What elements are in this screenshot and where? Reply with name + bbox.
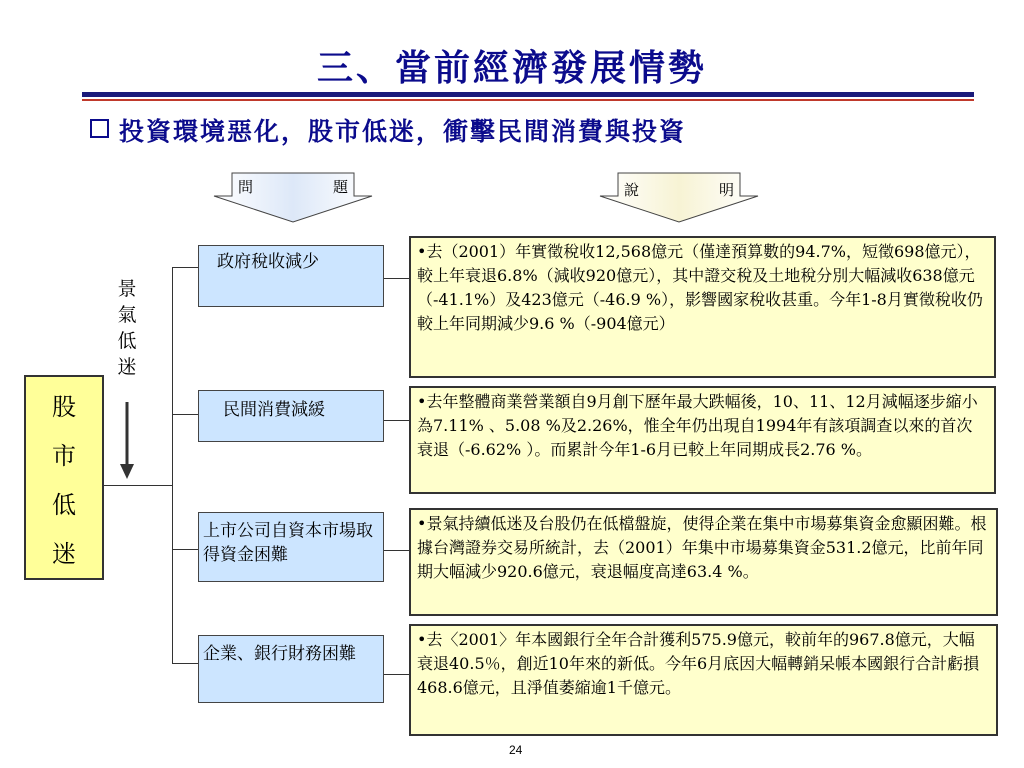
connector-line [384,550,409,551]
connector-line [172,549,198,550]
connector-line [384,674,409,675]
problem-box-capital-raising: 上市公司自資本市場取得資金困難 [198,512,384,582]
problem-header-char: 題 [332,178,348,196]
connector-line [172,267,198,268]
connector-line [104,485,172,486]
connector-line [172,663,198,664]
left-box-char: 市 [52,441,76,470]
connector-line [172,414,198,415]
slide-title: 三、當前經濟發展情勢 [316,47,707,89]
problem-header-char: 問 [238,178,254,196]
connector-line [384,278,409,279]
problem-box-financial-difficulty: 企業、銀行財務困難 [198,635,384,703]
explanation-header-label [618,179,740,200]
left-box-char: 股 [52,392,76,421]
economic-slump-label: 景氣低迷 [117,278,137,378]
explanation-box-financial-difficulty: •去〈2001〉年本國銀行全年合計獲利575.9億元，較前年的967.8億元，大幅衰退40.5％，創近10年來的新低。今年6月底因大幅轉銷呆帳本國銀行合計虧損468.6億元，且淨值萎縮逾1千億元。 [409,624,998,736]
problem-box-tax-revenue: 政府稅收減少 [198,245,384,307]
explanation-box-consumption: •去年整體商業營業額自9月創下歷年最大跌幅後，10、11、12月減幅逐步縮小為7.11% 、5.08 %及2.26%，惟全年仍出現自1994年有該項調查以來的首次衰退（-6.62% ）。而累計今年1-6月已較上年同期成長2.76 %。 [409,386,996,494]
title-rule-accent [82,99,974,101]
subtitle [90,112,686,148]
problem-header-label [232,176,354,197]
explanation-header-char: 說 [624,181,640,199]
stock-market-slump-box [24,375,104,580]
page-number: 24 [509,743,523,757]
left-box-char: 迷 [52,539,76,568]
explanation-header-char: 明 [718,181,734,199]
connector-trunk [172,267,173,664]
down-arrow-icon [120,402,134,480]
checkbox-bullet-icon [90,119,109,138]
connector-line [384,420,409,421]
problem-box-consumption: 民間消費減緩 [198,390,384,442]
subtitle-text: 投資環境惡化，股市低迷，衝擊民間消費與投資 [119,117,687,146]
explanation-box-capital-raising: •景氣持續低迷及台股仍在低檔盤旋，使得企業在集中市場募集資金愈顯困難。根據台灣證券交易所統計，去（2001）年集中市場募集資金531.2億元，比前年同期大幅減少920.6億元，衰退幅度高達63.4 %。 [409,508,998,616]
title-rule [82,92,974,97]
left-box-char: 低 [52,490,76,519]
explanation-box-tax-revenue: •去（2001）年實徵稅收12,568億元（僅達預算數的94.7%，短徵698億元），較上年衰退6.8%（減收920億元），其中證交稅及土地稅分別大幅減收638億元（-41.1%）及423億元（-46.9 %），影響國家稅收甚重。今年1-8月實徵稅收仍較上年同期減少9.6 %（-904億元） [409,236,996,378]
